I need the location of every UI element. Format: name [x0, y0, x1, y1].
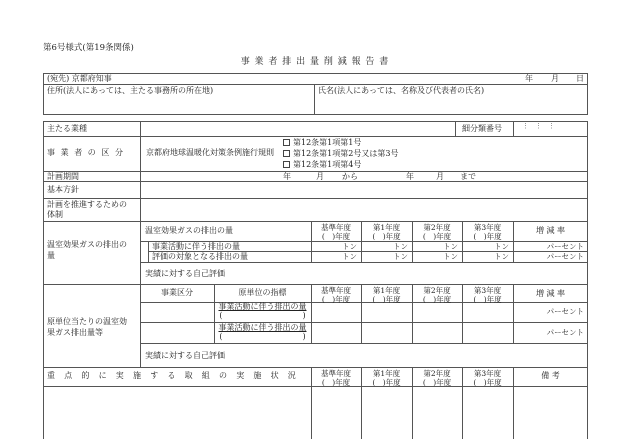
- checkbox-icon[interactable]: [283, 139, 290, 146]
- priority-label: 重点的に実施する取組の実施状況: [47, 371, 305, 380]
- unit-percent[interactable]: パーセント: [546, 242, 584, 251]
- basic-policy-field[interactable]: [142, 182, 586, 197]
- plan-period-label: 計画期間: [47, 172, 79, 181]
- year-header-3: 第3年度 ( )年度: [473, 286, 502, 304]
- indicator-row1-line2[interactable]: ( ): [219, 311, 306, 320]
- date-day-label: 日: [576, 74, 584, 83]
- address-label: 住所(法人にあっては、主たる事務所の所在地): [47, 86, 214, 95]
- unit-ton[interactable]: トン: [342, 252, 357, 261]
- plan-from: から: [342, 172, 358, 181]
- intensity-label-line2: 果ガス排出量等: [47, 328, 103, 337]
- plan-end-year: 年: [406, 172, 414, 181]
- intensity-self-eval-field[interactable]: [240, 345, 586, 366]
- industry-label: 主たる業種: [47, 124, 87, 133]
- year-header-3: 第3年度 ( )年度: [473, 369, 502, 387]
- year-header-3: 第3年度 ( )年度: [473, 223, 502, 241]
- system-label-line1: 計画を推進するための: [47, 200, 127, 209]
- unit-percent[interactable]: パーセント: [546, 328, 584, 337]
- priority-actions-field[interactable]: [45, 388, 309, 438]
- emissions-self-eval-field[interactable]: [240, 264, 586, 282]
- year-header-1: 第1年度 ( )年度: [372, 369, 401, 387]
- plan-period-field[interactable]: [142, 172, 586, 181]
- emissions-row-evaluated: 評価の対象となる排出の量: [152, 252, 248, 261]
- date-year-label: 年: [525, 74, 533, 83]
- address-field[interactable]: [45, 97, 312, 114]
- basic-policy-label: 基本方針: [47, 185, 79, 194]
- name-label: 氏名(法人にあっては、名称及び代表者の氏名): [318, 86, 485, 95]
- unit-ton[interactable]: トン: [393, 252, 408, 261]
- rate-header: 増 減 率: [535, 289, 566, 298]
- checkbox-icon[interactable]: [283, 150, 290, 157]
- system-field[interactable]: [142, 199, 586, 220]
- unit-ton[interactable]: トン: [494, 252, 509, 261]
- unit-ton[interactable]: トン: [342, 242, 357, 251]
- unit-percent[interactable]: パーセント: [546, 307, 584, 316]
- indicator-row2-line1: 事業活動に伴う排出の量: [218, 323, 307, 332]
- subclass-number-field[interactable]: [515, 123, 586, 135]
- unit-ton[interactable]: トン: [494, 242, 509, 251]
- date-month-label: 月: [551, 74, 559, 83]
- unit-ton[interactable]: トン: [443, 242, 458, 251]
- year-header-1: 第1年度 ( )年度: [372, 286, 401, 304]
- unit-ton[interactable]: トン: [393, 242, 408, 251]
- category-option-2[interactable]: 第12条第1項第2号又は第3号: [283, 150, 398, 158]
- unit-percent[interactable]: パーセント: [546, 252, 584, 261]
- system-label-line2: 体制: [47, 210, 63, 219]
- year-header-1: 第1年度 ( )年度: [372, 223, 401, 241]
- unit-ton[interactable]: トン: [443, 252, 458, 261]
- name-field[interactable]: [316, 97, 586, 114]
- industry-field[interactable]: [142, 123, 452, 135]
- intensity-label-line1: 原単位当たりの温室効: [47, 317, 127, 326]
- year-header-base: 基準年度 ( )年度: [321, 369, 351, 387]
- report-date-field[interactable]: [490, 74, 585, 83]
- year-header-2: 第2年度 ( )年度: [422, 223, 452, 241]
- plan-start-month: 月: [316, 172, 324, 181]
- emissions-row-business: 事業活動に伴う排出の量: [152, 242, 240, 251]
- indicator-row2-line2[interactable]: ( ): [219, 332, 306, 341]
- rate-header: 増 減 率: [535, 226, 566, 235]
- category-ordinance: 京都府地球温暖化対策条例施行規則: [146, 148, 274, 157]
- business-category-field[interactable]: [142, 303, 213, 342]
- col-business-category: 事業区分: [161, 288, 193, 297]
- subclass-label: 細分類番号: [462, 124, 502, 133]
- form-title: 事 業 者 排 出 量 削 減 報 告 書: [240, 57, 390, 67]
- category-option-1[interactable]: 第12条第1項第1号: [283, 139, 361, 147]
- form-number: 第6号様式(第19条関係): [43, 43, 134, 53]
- year-header-base: 基準年度 ( )年度: [321, 286, 351, 304]
- emissions-label-line1: 温室効果ガスの排出の: [47, 240, 127, 249]
- year-header-2: 第2年度 ( )年度: [422, 369, 452, 387]
- plan-start-year: 年: [283, 172, 291, 181]
- checkbox-icon[interactable]: [283, 161, 290, 168]
- addressee-label: (宛先) 京都府知事: [47, 74, 112, 83]
- remarks-header: 備 考: [541, 371, 560, 380]
- plan-end-month: 月: [436, 172, 444, 181]
- category-label: 事業者の区分: [47, 148, 129, 157]
- indicator-row1-line1: 事業活動に伴う排出の量: [218, 302, 307, 311]
- col-unit-indicator: 原単位の指標: [238, 288, 287, 297]
- plan-until: まで: [460, 172, 476, 181]
- emissions-header: 温室効果ガスの排出の量: [145, 226, 233, 235]
- emissions-self-eval-label: 実績に対する自己評価: [145, 269, 225, 278]
- subclass-digit-dividers: ⋮⋮⋮: [522, 122, 561, 130]
- year-header-base: 基準年度 ( )年度: [321, 223, 351, 241]
- emissions-label-line2: 量: [47, 251, 55, 260]
- intensity-self-eval-label: 実績に対する自己評価: [145, 351, 225, 360]
- year-header-2: 第2年度 ( )年度: [422, 286, 452, 304]
- category-option-3[interactable]: 第12条第1項第4号: [283, 161, 361, 169]
